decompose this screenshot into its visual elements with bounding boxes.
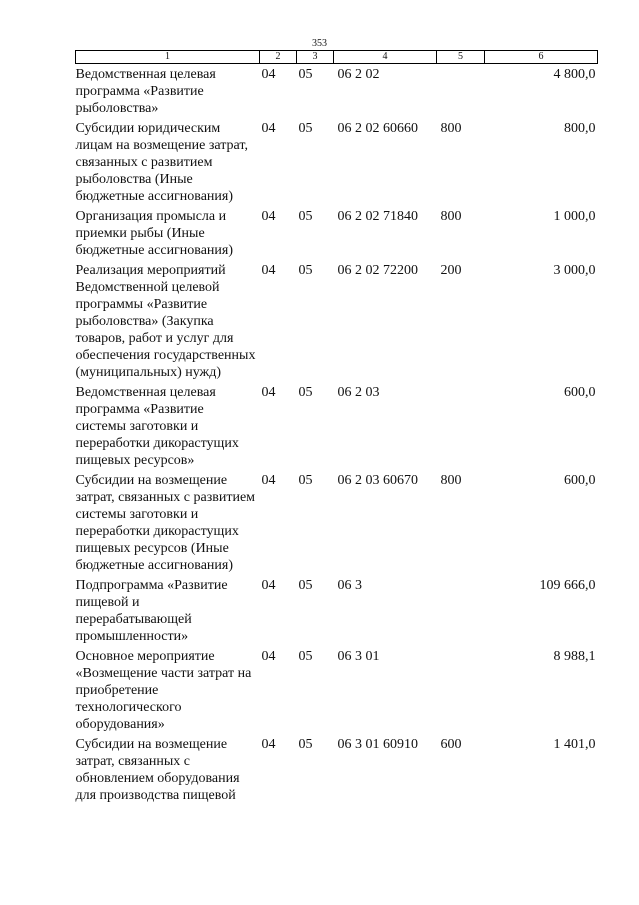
row-subsection: 05 — [298, 649, 313, 664]
table-row — [76, 574, 598, 645]
row-name: Субсидии на возмещение затрат, связанных с развитием системы заготовки и переработки дикорастущих пищевых ресурсов (Иные бюджетные ассигнования) — [75, 473, 256, 573]
row-expense-type: 800 — [440, 121, 462, 136]
row-name: Организация промысла и приемки рыбы (Иные бюджетные ассигнования) — [75, 209, 234, 258]
row-expense-type: 600 — [440, 737, 462, 752]
row-name: Субсидии юридическим лицам на возмещение затрат, связанных с развитием рыболовства (Иные бюджетные ассигнования) — [75, 121, 248, 204]
row-subsection: 05 — [298, 263, 313, 278]
row-name: Подпрограмма «Развитие пищевой и перерабатывающей промышленности» — [75, 578, 228, 644]
table-row — [76, 733, 598, 804]
row-name: Ведомственная целевая программа «Развитие рыболовства» — [75, 67, 216, 116]
header-col-5: 5 — [437, 51, 485, 64]
row-subsection: 05 — [298, 121, 313, 136]
row-amount: 600,0 — [564, 473, 596, 488]
table-row — [76, 381, 598, 469]
row-section: 04 — [261, 578, 276, 593]
row-expense-type — [437, 645, 485, 733]
row-name: Субсидии на возмещение затрат, связанных с обновлением оборудования для производства пищевой — [75, 737, 240, 803]
row-target-article: 06 2 02 — [337, 67, 380, 82]
table-row — [76, 259, 598, 381]
row-section: 04 — [261, 385, 276, 400]
row-amount: 109 666,0 — [539, 578, 596, 593]
row-target-article: 06 3 01 60910 — [337, 737, 418, 752]
row-section: 04 — [261, 209, 276, 224]
row-expense-type — [437, 574, 485, 645]
row-subsection: 05 — [298, 737, 313, 752]
header-row — [76, 51, 598, 64]
table-header — [76, 51, 598, 64]
row-expense-type — [437, 64, 485, 118]
row-subsection: 05 — [298, 67, 313, 82]
budget-table — [75, 50, 598, 804]
row-section: 04 — [261, 263, 276, 278]
row-amount: 8 988,1 — [553, 649, 596, 664]
table-body — [76, 64, 598, 805]
row-amount: 4 800,0 — [553, 67, 596, 82]
row-section: 04 — [261, 737, 276, 752]
header-col-1: 1 — [76, 51, 260, 64]
header-col-2: 2 — [260, 51, 297, 64]
row-amount: 600,0 — [564, 385, 596, 400]
row-name: Ведомственная целевая программа «Развитие системы заготовки и переработки дикорастущих пищевых ресурсов» — [75, 385, 239, 468]
row-section: 04 — [261, 473, 276, 488]
row-section: 04 — [261, 67, 276, 82]
page-number: 353 — [312, 38, 327, 49]
header-col-6: 6 — [485, 51, 598, 64]
header-col-3: 3 — [297, 51, 334, 64]
row-amount: 1 000,0 — [553, 209, 596, 224]
row-name: Основное мероприятие «Возмещение части затрат на приобретение технологического оборудования» — [75, 649, 252, 732]
row-expense-type: 800 — [440, 473, 462, 488]
row-subsection: 05 — [298, 209, 313, 224]
table-row — [76, 117, 598, 205]
row-subsection: 05 — [298, 473, 313, 488]
table-row — [76, 205, 598, 259]
row-section: 04 — [261, 121, 276, 136]
row-target-article: 06 2 02 72200 — [337, 263, 418, 278]
row-expense-type: 800 — [440, 209, 462, 224]
table-row — [76, 645, 598, 733]
row-target-article: 06 3 01 — [337, 649, 380, 664]
row-expense-type: 200 — [440, 263, 462, 278]
row-expense-type — [437, 381, 485, 469]
row-target-article: 06 2 02 71840 — [337, 209, 418, 224]
row-subsection: 05 — [298, 578, 313, 593]
row-subsection: 05 — [298, 385, 313, 400]
row-amount: 800,0 — [564, 121, 596, 136]
row-target-article: 06 2 02 60660 — [337, 121, 418, 136]
row-section: 04 — [261, 649, 276, 664]
row-target-article: 06 2 03 60670 — [337, 473, 418, 488]
row-name: Реализация мероприятий Ведомственной целевой программы «Развитие рыболовства» (Закупка товаров, работ и услуг для обеспечения государственных (муниципальных) нужд) — [75, 263, 256, 380]
table-row — [76, 469, 598, 574]
row-target-article: 06 3 — [337, 578, 362, 593]
row-target-article: 06 2 03 — [337, 385, 380, 400]
row-amount: 1 401,0 — [553, 737, 596, 752]
header-col-4: 4 — [334, 51, 437, 64]
table-row — [76, 64, 598, 118]
row-amount: 3 000,0 — [553, 263, 596, 278]
